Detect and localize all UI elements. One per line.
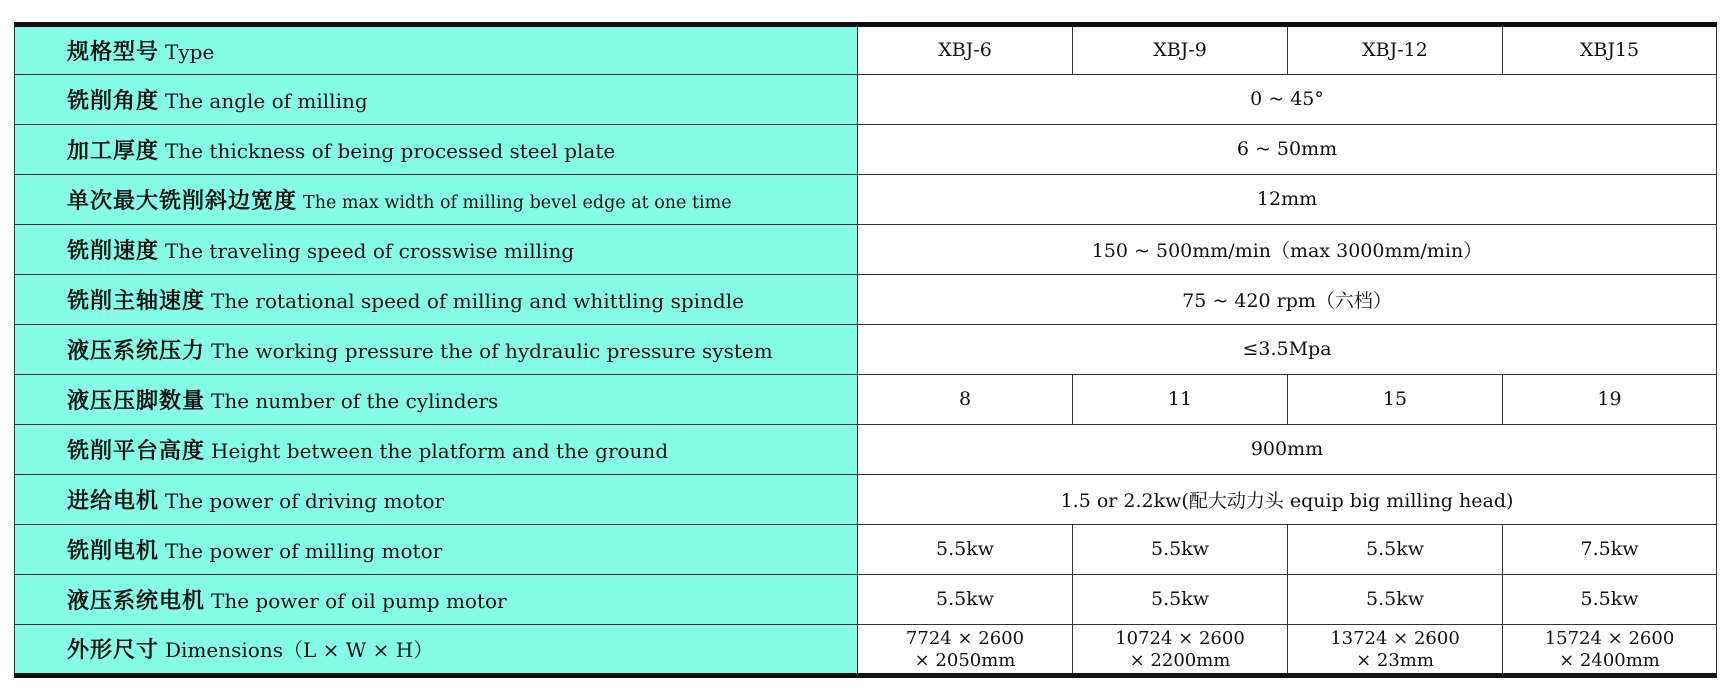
dim-line2: × 23mm xyxy=(1356,649,1434,671)
label-en: The power of milling motor xyxy=(165,538,443,563)
row-label xyxy=(15,74,858,124)
label-zh: 铣削角度 xyxy=(67,88,160,114)
row-value: 5.5kw xyxy=(1288,574,1503,624)
table-row xyxy=(15,274,1717,324)
table-row xyxy=(15,474,1717,524)
table-row xyxy=(15,574,1717,624)
label-zh: 铣削电机 xyxy=(67,538,160,564)
row-label xyxy=(15,25,858,75)
spec-table xyxy=(14,22,1717,678)
row-label xyxy=(15,524,858,574)
label-en: The rotational speed of milling and whittling spindle xyxy=(211,288,744,313)
label-zh: 液压系统电机 xyxy=(67,588,206,614)
row-value: 5.5kw xyxy=(858,574,1073,624)
label-zh: 液压压脚数量 xyxy=(67,388,206,414)
label-en: Height between the platform and the ground xyxy=(211,438,669,463)
row-value: 5.5kw xyxy=(858,524,1073,574)
row-value: 19 xyxy=(1503,374,1717,424)
label-en: The thickness of being processed steel plate xyxy=(165,138,616,163)
label-zh: 外形尺寸 xyxy=(67,638,160,664)
table-row xyxy=(15,374,1717,424)
row-value: 900mm xyxy=(858,424,1717,474)
row-value: 150 ~ 500mm/min（max 3000mm/min） xyxy=(858,224,1717,274)
value-zh: 配大动力头 xyxy=(1188,489,1284,512)
row-value xyxy=(1503,624,1717,675)
row-value: 5.5kw xyxy=(1073,524,1288,574)
table-row xyxy=(15,224,1717,274)
dim-line1: 7724 × 2600 xyxy=(905,627,1025,649)
table-row xyxy=(15,174,1717,224)
row-label xyxy=(15,424,858,474)
model-xbj15: XBJ15 xyxy=(1503,25,1717,75)
row-label xyxy=(15,174,858,224)
row-value: 0 ~ 45° xyxy=(858,74,1717,124)
row-label xyxy=(15,574,858,624)
label-zh: 铣削主轴速度 xyxy=(67,288,206,314)
model-xbj-9: XBJ-9 xyxy=(1073,25,1288,75)
row-label xyxy=(15,624,858,675)
label-en: The number of the cylinders xyxy=(211,388,499,413)
label-en: The power of driving motor xyxy=(165,488,445,513)
label-en: The max width of milling bevel edge at one time xyxy=(303,192,732,213)
label-zh: 铣削速度 xyxy=(67,238,160,264)
label-en: Type xyxy=(165,39,215,64)
row-value: 7.5kw xyxy=(1503,524,1717,574)
dim-line1: 10724 × 2600 xyxy=(1115,627,1245,649)
row-value: 75 ~ 420 rpm（六档） xyxy=(858,274,1717,324)
row-value: 8 xyxy=(858,374,1073,424)
row-value xyxy=(1288,624,1503,675)
label-en: The angle of milling xyxy=(165,88,368,113)
table-row xyxy=(15,424,1717,474)
table-row xyxy=(15,124,1717,174)
model-xbj-12: XBJ-12 xyxy=(1288,25,1503,75)
value-post: equip big milling head) xyxy=(1283,489,1514,512)
value-pre: 1.5 or 2.2kw( xyxy=(1060,489,1189,512)
row-label xyxy=(15,224,858,274)
dim-line2: × 2400mm xyxy=(1559,649,1660,671)
row-value xyxy=(1073,624,1288,675)
row-value: 5.5kw xyxy=(1288,524,1503,574)
dim-line1: 13724 × 2600 xyxy=(1330,627,1460,649)
model-xbj-6: XBJ-6 xyxy=(858,25,1073,75)
row-label xyxy=(15,474,858,524)
row-label xyxy=(15,274,858,324)
label-zh: 进给电机 xyxy=(67,488,160,514)
label-en: The power of oil pump motor xyxy=(211,588,507,613)
label-zh: 单次最大铣削斜边宽度 xyxy=(67,188,298,214)
row-label xyxy=(15,124,858,174)
dim-line2: × 2050mm xyxy=(914,649,1016,671)
table-row xyxy=(15,524,1717,574)
table-row xyxy=(15,324,1717,374)
dim-line1: 15724 × 2600 xyxy=(1544,627,1675,649)
table-row xyxy=(15,74,1717,124)
row-value: 11 xyxy=(1073,374,1288,424)
row-value xyxy=(858,474,1717,524)
row-value: 12mm xyxy=(858,174,1717,224)
label-en: The working pressure the of hydraulic pressure system xyxy=(211,338,773,363)
row-value: 5.5kw xyxy=(1073,574,1288,624)
row-label xyxy=(15,374,858,424)
label-en: Dimensions（L × W × H） xyxy=(165,638,434,663)
label-zh: 铣削平台高度 xyxy=(67,438,206,464)
label-zh: 液压系统压力 xyxy=(67,338,206,364)
row-value: ≤3.5Mpa xyxy=(858,324,1717,374)
label-en: The traveling speed of crosswise milling xyxy=(165,238,575,263)
row-label xyxy=(15,324,858,374)
dim-line2: × 2200mm xyxy=(1129,649,1231,671)
table-header-row xyxy=(15,25,1717,75)
row-value xyxy=(858,624,1073,675)
table-row xyxy=(15,624,1717,675)
row-value: 15 xyxy=(1288,374,1503,424)
row-value: 6 ~ 50mm xyxy=(858,124,1717,174)
label-zh: 加工厚度 xyxy=(67,138,160,164)
label-zh: 规格型号 xyxy=(67,39,160,65)
row-value: 5.5kw xyxy=(1503,574,1717,624)
